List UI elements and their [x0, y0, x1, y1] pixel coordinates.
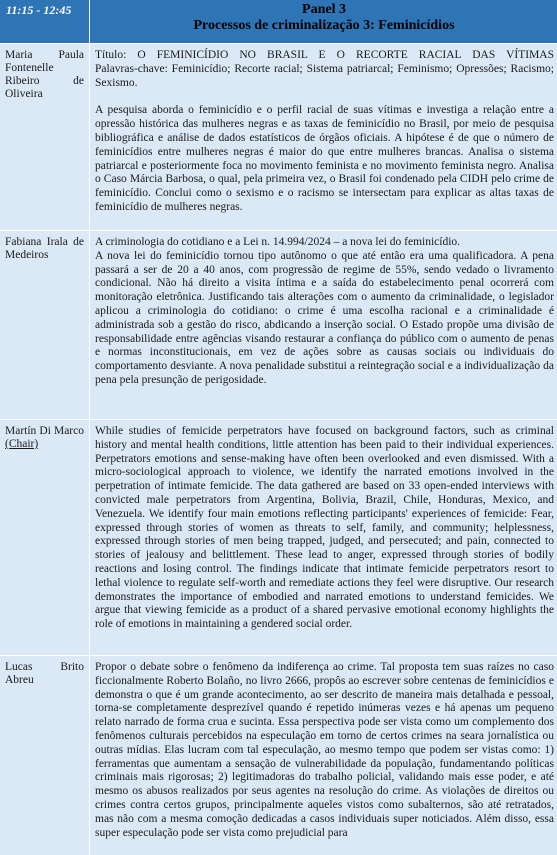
abstract — [95, 656, 554, 840]
chair-label: (Chair) — [5, 438, 39, 450]
presentation-row — [0, 43, 557, 230]
presenter-name-block — [0, 420, 90, 655]
abstract-paragraph: A nova lei do feminicídio tornou tipo autônomo o que até então era uma qualificadora. A pena passará a ser de 20 a 40 anos, com progressão de regime de 55%, sendo vedado o livramento condicional. Não há direito a visita íntima e a saída do estabelecimento penal ocorrerá com monitoração eletrônica. Justificando tais alterações com o aumento da criminalidade, o legislador aplicou a criminologia do cotidiano: o crime é uma escolha racional e a criminalidade é administrada sob a gestão do risco, abdicando a inserção social. O Estado propõe uma divisão de responsabilidade entre agências visando restaurar a confiança do público com o aumento de penas e normas inconstitucionais, em vez de ações sobre as causas sociais ou individuais do comportamento desviante. A nova penalidade substitui a reintegração social e a individualização da pena pela presunção de perigosidade. — [95, 249, 554, 386]
abstract-paragraph: While studies of femicide perpetrators have focused on background factors, such as criminal history and mental health conditions, little attention has been paid to their individual experiences. Perpetrators emotions and sense-making have often been overlooked and even dismissed. With a micro-sociological approach to violence, we identify the narrated emotions involved in the perpetration of intimate femicide. The data gathered are based on 33 open-ended interviews with convicted male perpetrators from Argentina, Bolivia, Brazil, Chile, Honduras, Mexico, and Venezuela. We identify four main emotions reflecting participants' experiences of femicide: Fear, expressed through stories of women as threats to self, family, and community; helplessness, expressed through stories of men being trapped, judged, and persecuted; and pain, connected to stories of jealousy and belittlement. These lead to anger, expressed through stories of bodily reactions and losing control. The findings indicate that intimate femicide perpetrators resort to lethal violence to regulate self-worth and remediate actions they feel were disruptive. Our research demonstrates the importance of embodied and narrated emotions to understand femicides. We argue that viewing femicide as a product of a shared pervasive emotional economy highlights the role of emotions in maintaining a gendered social order. — [95, 425, 554, 631]
presentation-row — [0, 419, 557, 655]
presenter-name: Martín Di Marco — [5, 425, 84, 437]
abstract-title: Título: O FEMINICÍDIO NO BRASIL E O RECORTE RACIAL DAS VÍTIMAS — [95, 49, 554, 61]
abstract-title: A criminologia do cotidiano e a Lei n. 14.994/2024 – a nova lei do feminicídio. — [95, 236, 461, 248]
panel-header — [0, 0, 557, 43]
abstract — [95, 231, 554, 388]
presenter-name: Maria Paula Fontenelle Ribeiro de Oliveira — [0, 44, 90, 230]
abstract-paragraph: A pesquisa aborda o feminicídio e o perfil racial de suas vítimas e investiga a relação entre a opressão histórica das mulheres negras e as taxas de feminicídio no Brasil, por meio de pesquisa bibliográfica e análise de dados estatísticos de órgãos oficiais. A hipótese é de que o número de feminicídios entre mulheres negras é maior do que entre mulheres brancas. Analisa o sistema patriarcal e posteriormente foca no movimento feminista e no movimento feminista negro. Analisa o Caso Márcia Barbosa, o qual, pela primeira vez, o Brasil foi condenado pela CIDH pelo crime de feminicídio. Conclui como o sexismo e o racismo se intersectam para explicar as altas taxas de feminicídio de mulheres negras. — [95, 104, 554, 213]
abstract — [95, 420, 554, 632]
abstract-paragraph: Propor o debate sobre o fenômeno da indiferença ao crime. Tal proposta tem suas raízes no caso ficcionalmente Roberto Bolaño, no livro 2666, propôs ao escrever sobre centenas de feminicídios e demonstra o que é um grande acontecimento, ao ser descrito de maneira mais detalhada e pessoal, torna-se completamente desprezível quando é repetido inúmeras vezes e há apenas um pequeno relato narrado de forma crua e sucinta. Essa perspectiva pode ser vista como um complemento dos fenômenos culturais percebidos na especulação em torno de certos crimes na seara jornalística ou outras mídias. Elas lucram com tal especulação, ao mesmo tempo que podem ser vistas como: 1) ferramentas que aumentam a sensação de vulnerabilidade da população, fundamentando políticas criminais mais rigorosas; 2) legitimadoras do trabalho policial, validando mais esse poder, e até mesmo os abusos realizados por seus agentes na resolução do crime. As violações de direitos ou crimes contra certos grupos, principalmente aqueles vistos como subalternos, são até retratados, mas não com a mesma comoção dedicadas a casos individuais super noticiados. Além disso, essa super especulação pode ser vista como prejudicial para — [95, 661, 554, 839]
presenter-name: Fabiana Irala de Medeiros — [0, 231, 90, 419]
presentation-row — [0, 655, 557, 855]
abstract-keywords: Palavras-chave: Feminicídio; Recorte racial; Sistema patriarcal; Feminismo; Opressões; Racismo; Sexismo. — [95, 62, 554, 89]
abstract — [95, 44, 554, 215]
panel-subtitle: Processos de criminalização 3: Feminicídios — [193, 18, 455, 33]
panel-number: Panel 3 — [302, 2, 346, 17]
presentation-row — [0, 230, 557, 419]
presenter-name: Lucas Brito Abreu — [0, 656, 90, 855]
session-time: 11:15 - 12:45 — [0, 0, 90, 43]
panel-title-block — [91, 0, 557, 43]
